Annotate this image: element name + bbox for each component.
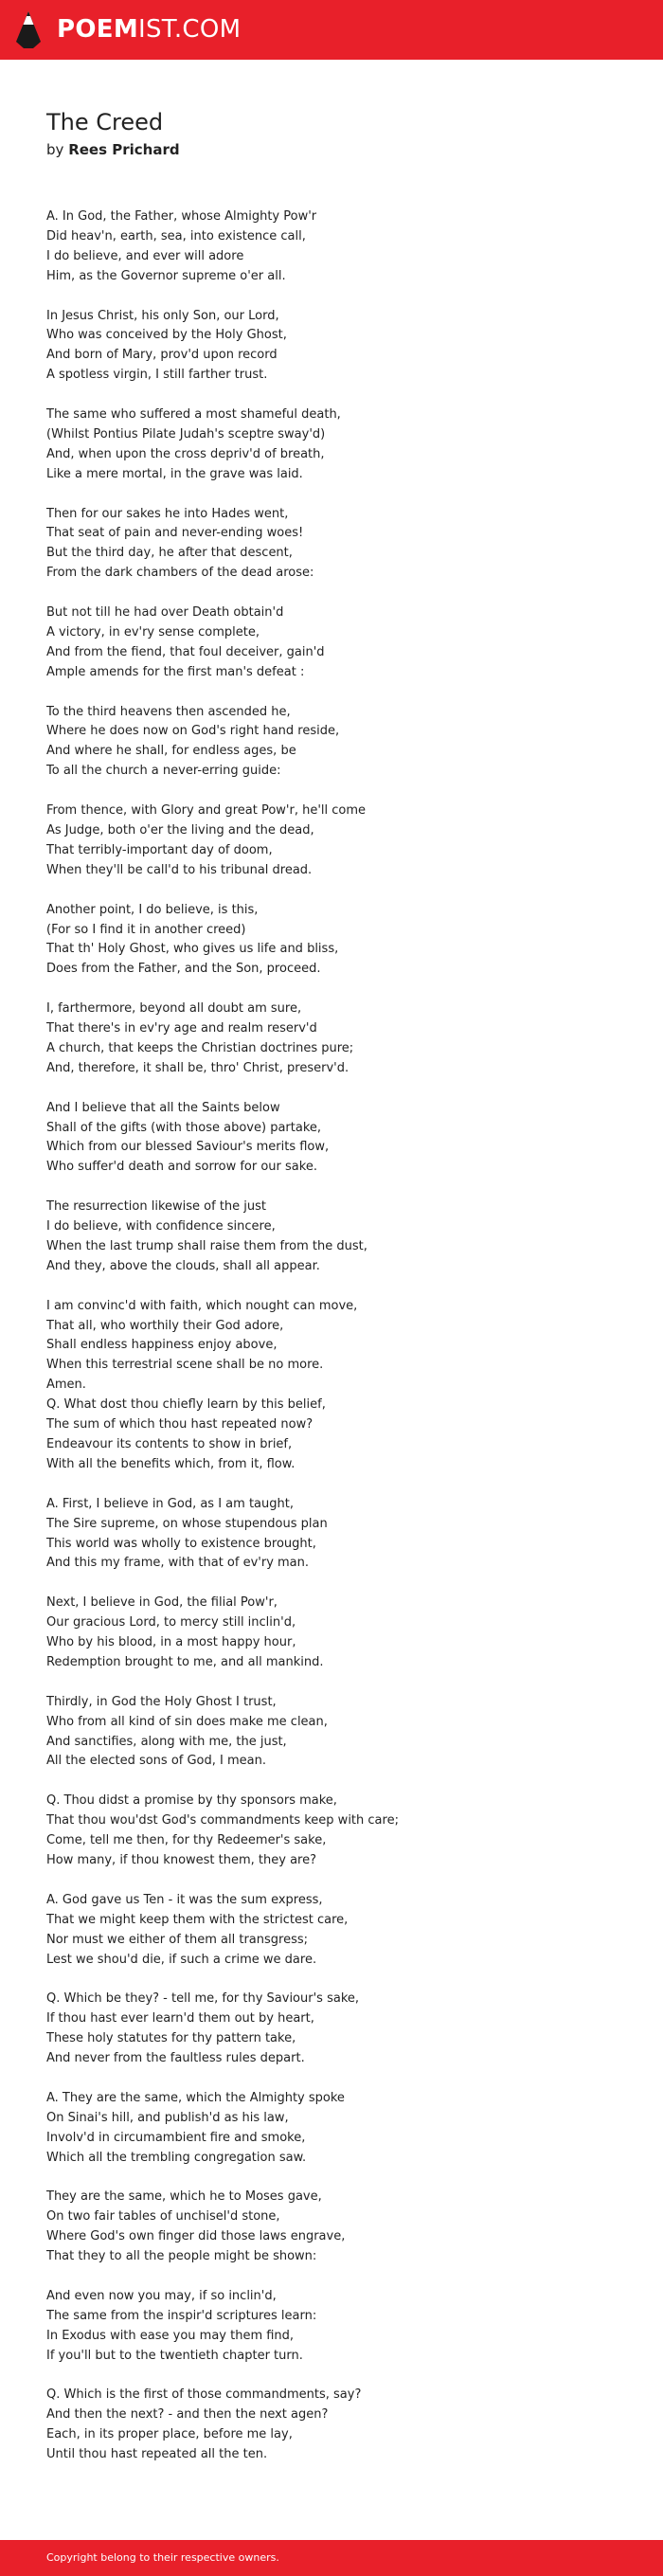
poem-line: A spotless virgin, I still farther trust.: [46, 368, 268, 383]
poem-line: When this terrestrial scene shall be no more.: [46, 1358, 324, 1373]
poem-line: A. They are the same, which the Almighty spoke: [46, 2090, 345, 2105]
site-footer: [0, 2540, 663, 2576]
poem-line: A. First, I believe in God, as I am taught,: [46, 1496, 294, 1511]
poem-stanza: [46, 1594, 634, 1673]
poem-line: That terribly-important day of doom,: [46, 842, 273, 857]
poem-line: Next, I believe in God, the filial Pow'r,: [46, 1595, 278, 1611]
poem-stanza: [46, 2089, 634, 2169]
poem-line: Does from the Father, and the Son, proceed.: [46, 962, 321, 977]
poem-line: And then the next? - and then the next agen?: [46, 2407, 329, 2423]
logo-light-text: IST.COM: [138, 15, 242, 44]
poem-line: And where he shall, for endless ages, be: [46, 744, 296, 759]
poem-line: The sum of which thou hast repeated now?: [46, 1417, 314, 1432]
poem-line: When they'll be call'd to his tribunal dread.: [46, 862, 313, 877]
poem-line: If thou hast ever learn'd them out by heart,: [46, 2011, 314, 2027]
logo-bold-text: POEM: [57, 15, 138, 44]
poem-line: These holy statutes for thy pattern take,: [46, 2031, 296, 2046]
poem-line: Our gracious Lord, to mercy still inclin'd,: [46, 1615, 296, 1630]
poem-line: That thou wou'dst God's commandments keep with care;: [46, 1813, 399, 1828]
poem-stanza: [46, 307, 634, 387]
poem-line: In Jesus Christ, his only Son, our Lord,: [46, 308, 279, 323]
poem-line: Him, as the Governor supreme o'er all.: [46, 268, 286, 283]
poem-line: Come, tell me then, for thy Redeemer's sake,: [46, 1833, 327, 1848]
copyright-notice: Copyright belong to their respective owners.: [46, 2551, 279, 2564]
poem-line: Q. Thou didst a promise by thy sponsors make,: [46, 1793, 337, 1809]
poem-line: I, farthermore, beyond all doubt am sure,: [46, 1001, 302, 1017]
poem-line: And sanctifies, along with me, the just,: [46, 1734, 287, 1749]
poem-line: And they, above the clouds, shall all appear.: [46, 1258, 320, 1273]
pencil-logo-icon[interactable]: [16, 11, 41, 48]
poem-line: And, therefore, it shall be, thro' Christ, preserv'd.: [46, 1060, 349, 1075]
site-header: [0, 0, 663, 60]
poem-line: Thirdly, in God the Holy Ghost I trust,: [46, 1694, 277, 1709]
poem-stanza: [46, 1891, 634, 1971]
poem-stanza: [46, 1693, 634, 1773]
poem-line: Amen.: [46, 1378, 86, 1393]
poem-stanza: [46, 405, 634, 485]
poem-line: From thence, with Glory and great Pow'r, he'll come: [46, 803, 367, 819]
poem-line: And this my frame, with that of ev'ry man.: [46, 1556, 310, 1571]
poem-line: Involv'd in circumambient fire and smoke,: [46, 2130, 306, 2145]
poem-line: I do believe, and ever will adore: [46, 248, 244, 263]
poem-line: With all the benefits which, from it, flow.: [46, 1456, 296, 1471]
poem-stanza: [46, 603, 634, 683]
poem-line: I am convinc'd with faith, which nought can move,: [46, 1298, 358, 1313]
poem-stanza: [46, 1099, 634, 1179]
poem-line: Who from all kind of sin does make me clean,: [46, 1714, 328, 1729]
poem-line: How many, if thou knowest them, they are?: [46, 1852, 317, 1867]
poem-line: Who by his blood, in a most happy hour,: [46, 1635, 296, 1650]
poem-line: Where God's own finger did those laws engrave,: [46, 2229, 346, 2244]
poem-line: Did heav'n, earth, sea, into existence call,: [46, 228, 306, 243]
poem-line: Nor must we either of them all transgress;: [46, 1932, 309, 1947]
poem-line: This world was wholly to existence brought,: [46, 1536, 316, 1551]
poem-byline: [46, 140, 180, 159]
poem-line: As Judge, both o'er the living and the dead,: [46, 823, 314, 838]
poem-line: And never from the faultless rules depart.: [46, 2051, 305, 2066]
poem-stanza: [46, 1990, 634, 2069]
poem-line: And, when upon the cross depriv'd of breath,: [46, 446, 325, 461]
poem-line: That seat of pain and never-ending woes!: [46, 526, 304, 541]
poem-line: (For so I find it in another creed): [46, 922, 246, 937]
poem-line: Endeavour its contents to show in brief,: [46, 1437, 293, 1452]
poem-line: Shall of the gifts (with those above) partake,: [46, 1120, 322, 1135]
poem-stanza: [46, 703, 634, 783]
poem-line: Another point, I do believe, is this,: [46, 902, 259, 917]
poem-title: The Creed: [46, 109, 164, 135]
poem-line: Who was conceived by the Holy Ghost,: [46, 328, 287, 343]
poem-stanza: [46, 802, 634, 881]
poem-line: Which all the trembling congregation saw.: [46, 2150, 307, 2165]
poem-line: Then for our sakes he into Hades went,: [46, 506, 289, 521]
poem-line: And I believe that all the Saints below: [46, 1100, 280, 1115]
poem-line: And even now you may, if so inclin'd,: [46, 2288, 277, 2303]
poem-line: To the third heavens then ascended he,: [46, 704, 291, 719]
poem-line: When the last trump shall raise them from the dust,: [46, 1238, 367, 1253]
poem-line: Q. Which is the first of those commandments, say?: [46, 2387, 362, 2403]
poem-line: But the third day, he after that descent,: [46, 546, 293, 561]
poem-line: That th' Holy Ghost, who gives us life and bliss,: [46, 942, 339, 957]
poem-line: Like a mere mortal, in the grave was laid.: [46, 466, 303, 481]
poem-stanza: [46, 2188, 634, 2267]
poem-stanza: [46, 2287, 634, 2367]
poem-line: To all the church a never-erring guide:: [46, 764, 281, 779]
poem-line: And from the fiend, that foul deceiver, gain'd: [46, 644, 325, 659]
poem-line: A. In God, the Father, whose Almighty Pow'r: [46, 209, 317, 224]
poem-line: Each, in its proper place, before me lay,: [46, 2427, 293, 2442]
poem-stanza: [46, 207, 634, 287]
poem-line: And born of Mary, prov'd upon record: [46, 348, 278, 363]
poem-line: That they to all the people might be shown:: [46, 2249, 317, 2264]
poem-stanza: [46, 505, 634, 585]
poem-line: Until thou hast repeated all the ten.: [46, 2447, 268, 2462]
poem-line: Q. What dost thou chiefly learn by this belief,: [46, 1397, 326, 1413]
poem-line: I do believe, with confidence sincere,: [46, 1219, 276, 1234]
poem-line: A church, that keeps the Christian doctrines pure;: [46, 1040, 354, 1055]
poem-line: (Whilst Pontius Pilate Judah's sceptre sway'd): [46, 426, 326, 441]
poem-line: Which from our blessed Saviour's merits flow,: [46, 1140, 330, 1155]
poem-stanza: [46, 1000, 634, 1079]
poem-line: Shall endless happiness enjoy above,: [46, 1338, 278, 1353]
poem-line: Q. Which be they? - tell me, for thy Saviour's sake,: [46, 1991, 360, 2007]
poem-line: The same from the inspir'd scriptures learn:: [46, 2308, 317, 2323]
poem-line: Lest we shou'd die, if such a crime we dare.: [46, 1952, 317, 1967]
poem-line: Who suffer'd death and sorrow for our sake.: [46, 1160, 317, 1175]
poem-line: The Sire supreme, on whose stupendous plan: [46, 1516, 328, 1531]
poem-author-link[interactable]: Rees Prichard: [68, 141, 180, 158]
poem-stanza: [46, 1297, 634, 1475]
poem-stanza: [46, 1198, 634, 1277]
poem-line: Ample amends for the first man's defeat :: [46, 664, 305, 679]
poem-stanza: [46, 901, 634, 981]
poem-stanza: [46, 1495, 634, 1575]
poem-line: In Exodus with ease you may them find,: [46, 2328, 295, 2343]
poem-line: That we might keep them with the strictest care,: [46, 1912, 349, 1927]
poem-line: The resurrection likewise of the just: [46, 1199, 267, 1215]
poem-line: That there's in ev'ry age and realm reserv'd: [46, 1021, 317, 1036]
poem-line: If you'll but to the twentieth chapter turn.: [46, 2348, 303, 2363]
site-logo[interactable]: [57, 15, 241, 44]
poem-line: All the elected sons of God, I mean.: [46, 1754, 266, 1769]
poem-line: That all, who worthily their God adore,: [46, 1318, 284, 1333]
poem-line: They are the same, which he to Moses gave,: [46, 2189, 322, 2205]
poem-line: On Sinai's hill, and publish'd as his law,: [46, 2110, 289, 2125]
poem-stanza: [46, 1792, 634, 1871]
poem-line: Redemption brought to me, and all mankind.: [46, 1654, 324, 1669]
poem-line: The same who suffered a most shameful death,: [46, 407, 341, 423]
poem-line: A victory, in ev'ry sense complete,: [46, 624, 260, 639]
poem-line: On two fair tables of unchisel'd stone,: [46, 2209, 280, 2225]
poem-line: Where he does now on God's right hand reside,: [46, 724, 340, 739]
poem-line: But not till he had over Death obtain'd: [46, 605, 284, 621]
by-label: by: [46, 141, 64, 158]
poem-line: From the dark chambers of the dead arose:: [46, 566, 314, 581]
poem-stanza: [46, 2386, 634, 2465]
poem-line: A. God gave us Ten - it was the sum express,: [46, 1892, 323, 1907]
poem-body: [46, 207, 634, 2485]
